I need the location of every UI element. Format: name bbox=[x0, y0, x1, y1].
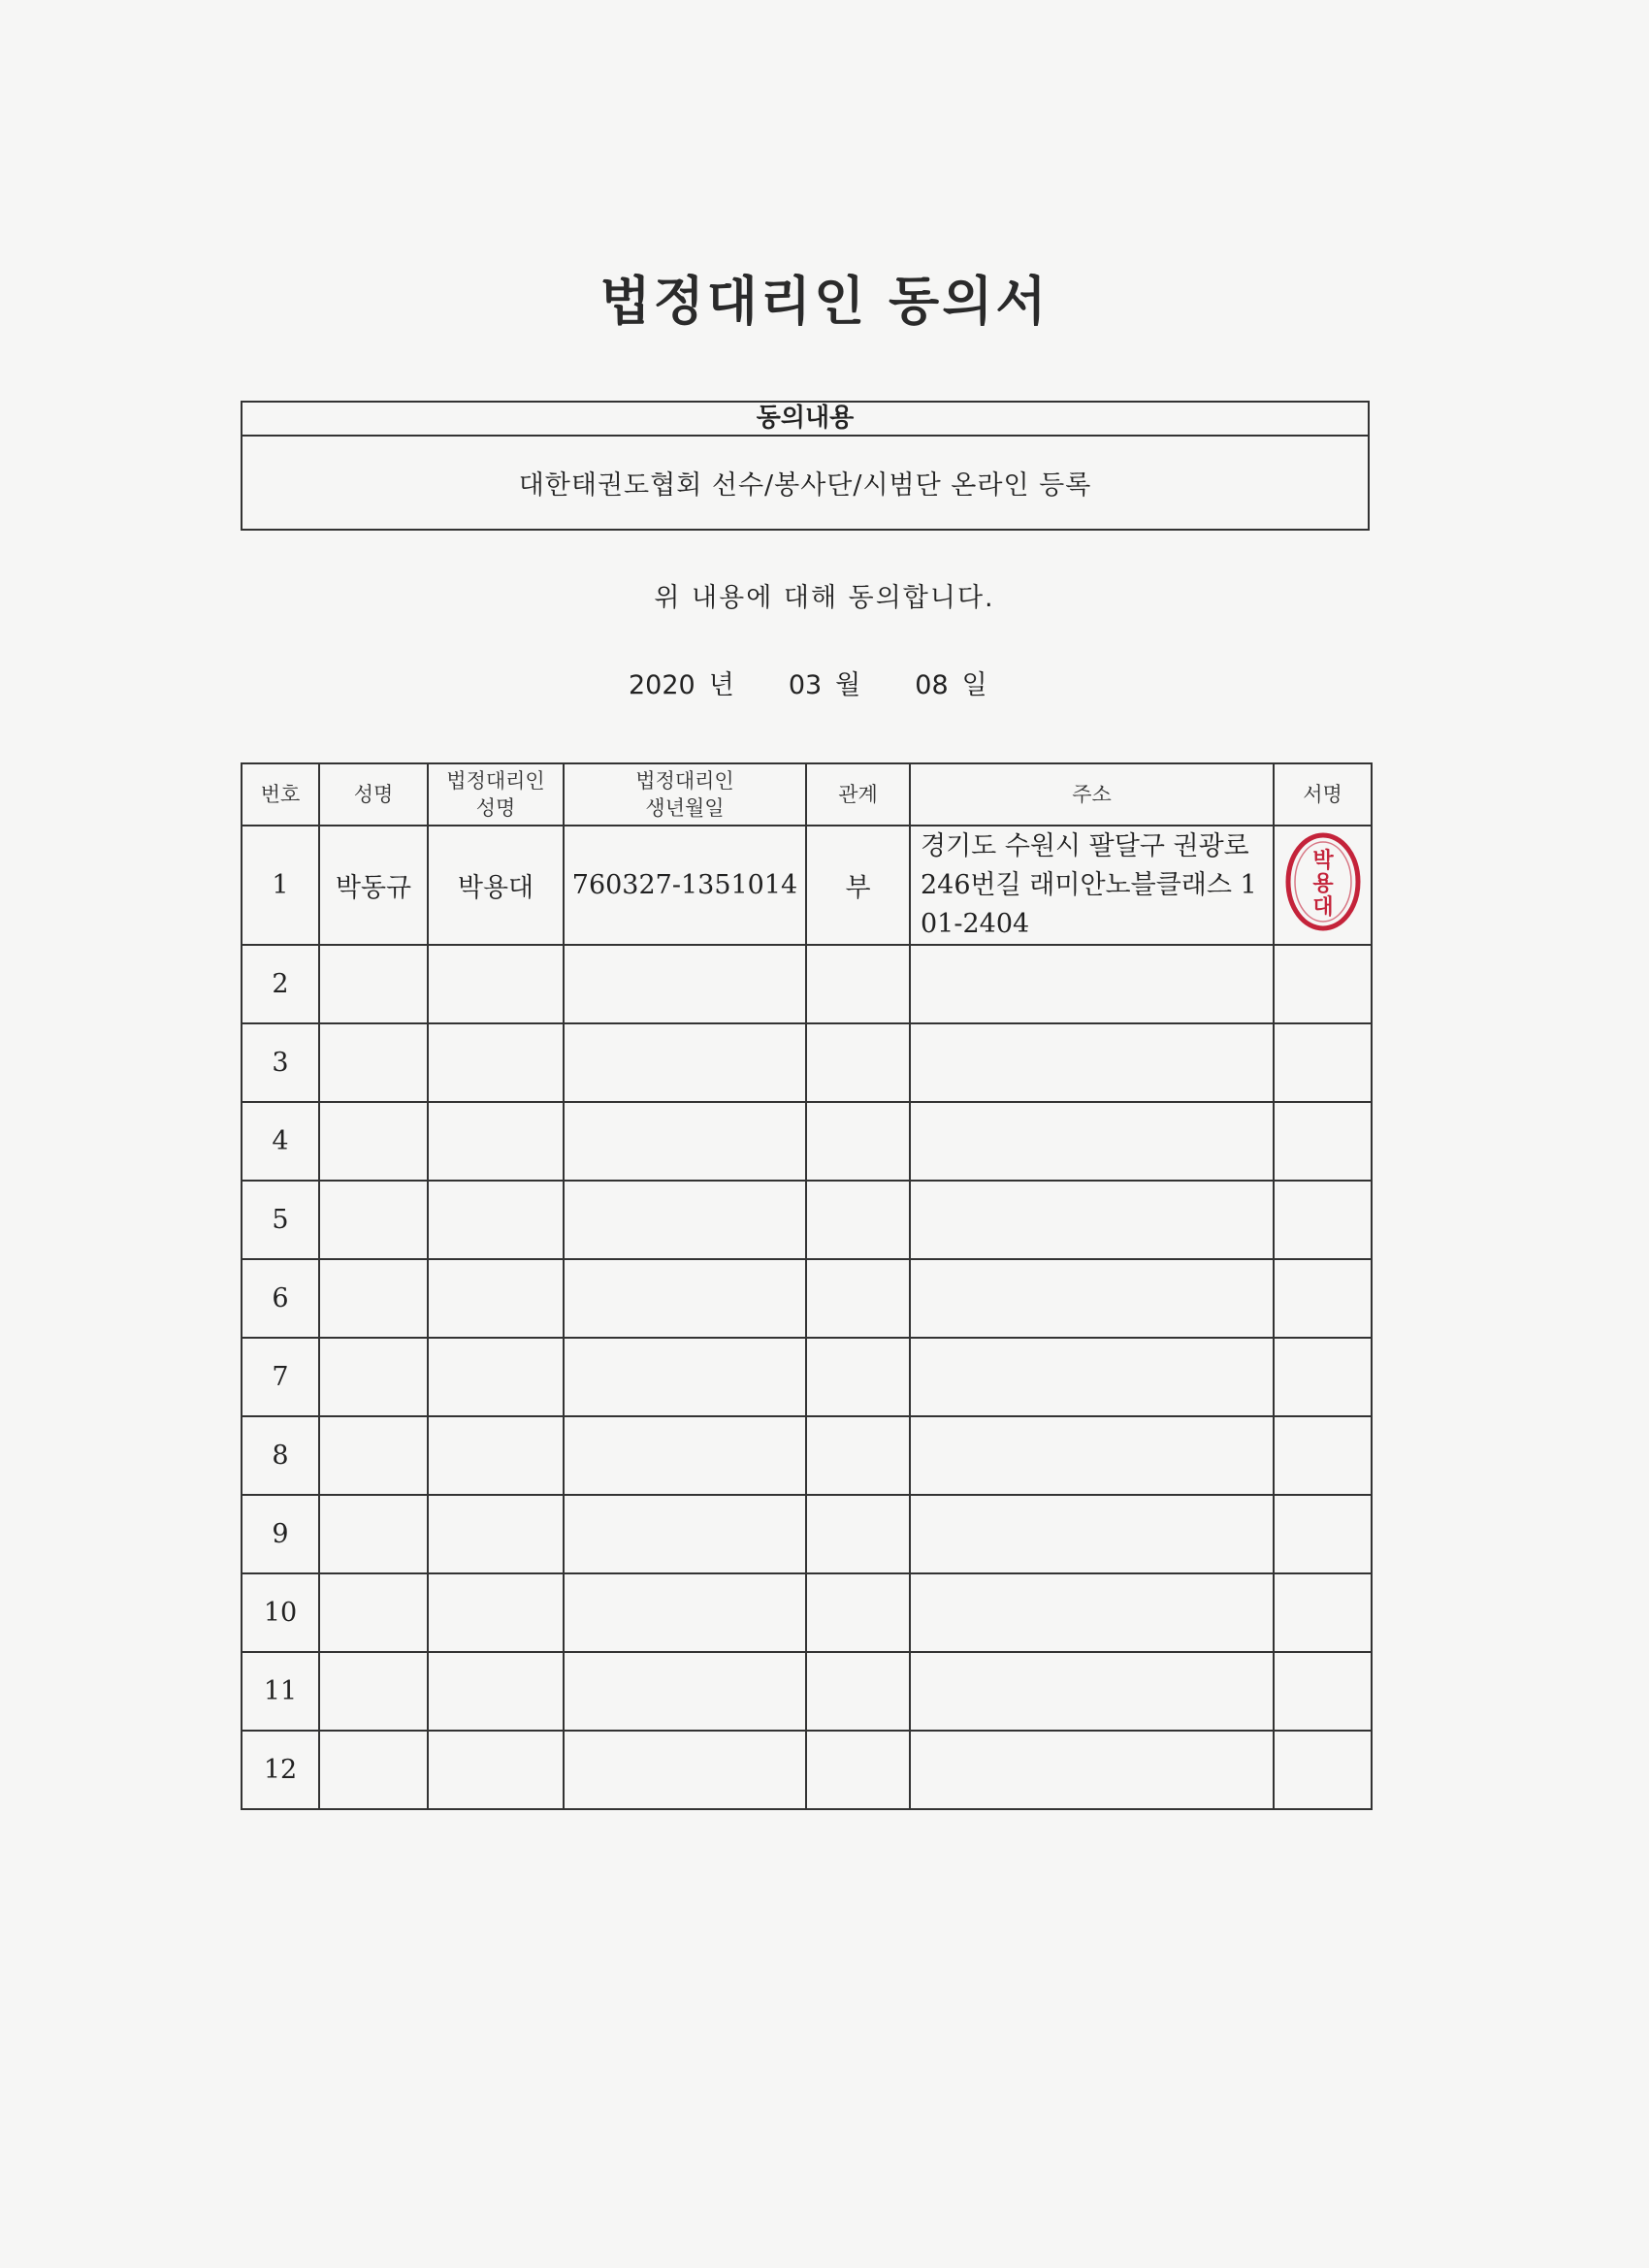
row-address bbox=[910, 1181, 1274, 1259]
date-year: 2020 bbox=[629, 670, 695, 700]
table-row bbox=[242, 1652, 1372, 1731]
row-relation bbox=[806, 1416, 910, 1495]
row-guardian-birth bbox=[564, 1259, 806, 1338]
agreement-statement: 위 내용에 대해 동의합니다. bbox=[654, 583, 995, 613]
row-guardian-birth: 760327-1351014 bbox=[564, 826, 806, 945]
header-guardian-birth-line1: 법정대리인 bbox=[635, 769, 734, 793]
row-signature bbox=[1274, 1023, 1372, 1102]
row-relation bbox=[806, 1338, 910, 1416]
row-address bbox=[910, 1023, 1274, 1102]
row-address: 경기도 수원시 팔달구 권광로 246번길 래미안노블클래스 101-2404 bbox=[910, 826, 1274, 945]
row-guardian-birth bbox=[564, 1652, 806, 1731]
row-guardian-birth bbox=[564, 1416, 806, 1495]
row-relation bbox=[806, 1652, 910, 1731]
row-relation bbox=[806, 1023, 910, 1102]
consent-box bbox=[241, 401, 1370, 531]
row-number: 7 bbox=[242, 1338, 319, 1416]
row-number: 3 bbox=[242, 1023, 319, 1102]
table-row bbox=[242, 1102, 1372, 1181]
row-relation bbox=[806, 1731, 910, 1809]
table-row bbox=[242, 826, 1372, 945]
date-day: 08 bbox=[915, 670, 949, 700]
row-relation bbox=[806, 1259, 910, 1338]
date-line bbox=[629, 664, 987, 701]
date-month-unit: 월 bbox=[835, 670, 861, 700]
table-row bbox=[242, 1181, 1372, 1259]
row-signature bbox=[1274, 1338, 1372, 1416]
row-signature bbox=[1274, 1731, 1372, 1809]
row-guardian-name bbox=[428, 1338, 564, 1416]
row-name bbox=[319, 945, 428, 1023]
row-signature bbox=[1274, 945, 1372, 1023]
header-guardian-birth bbox=[564, 763, 806, 826]
table-row bbox=[242, 945, 1372, 1023]
row-address bbox=[910, 1731, 1274, 1809]
header-address: 주소 bbox=[910, 763, 1274, 826]
row-number: 11 bbox=[242, 1652, 319, 1731]
row-signature bbox=[1274, 826, 1372, 945]
row-address bbox=[910, 1495, 1274, 1573]
table-row bbox=[242, 1495, 1372, 1573]
row-guardian-name bbox=[428, 1259, 564, 1338]
row-number: 6 bbox=[242, 1259, 319, 1338]
header-guardian-name-line1: 법정대리인 bbox=[446, 769, 545, 793]
row-name bbox=[319, 1259, 428, 1338]
row-number: 10 bbox=[242, 1573, 319, 1652]
row-guardian-name bbox=[428, 1023, 564, 1102]
row-guardian-birth bbox=[564, 1181, 806, 1259]
header-name: 성명 bbox=[319, 763, 428, 826]
svg-text:박: 박 bbox=[1311, 848, 1334, 873]
row-guardian-birth bbox=[564, 1495, 806, 1573]
row-signature bbox=[1274, 1495, 1372, 1573]
row-guardian-name bbox=[428, 1652, 564, 1731]
red-seal-icon bbox=[1284, 830, 1362, 933]
row-guardian-name bbox=[428, 1102, 564, 1181]
row-signature bbox=[1274, 1652, 1372, 1731]
header-guardian-name bbox=[428, 763, 564, 826]
row-relation bbox=[806, 945, 910, 1023]
row-name bbox=[319, 1731, 428, 1809]
row-name bbox=[319, 1416, 428, 1495]
svg-text:대: 대 bbox=[1311, 894, 1334, 920]
row-guardian-name bbox=[428, 1573, 564, 1652]
row-number: 9 bbox=[242, 1495, 319, 1573]
row-signature bbox=[1274, 1102, 1372, 1181]
row-signature bbox=[1274, 1573, 1372, 1652]
row-signature bbox=[1274, 1416, 1372, 1495]
row-name bbox=[319, 1573, 428, 1652]
page-title: 법정대리인 동의서 bbox=[599, 271, 1050, 332]
table-row bbox=[242, 1416, 1372, 1495]
row-guardian-name bbox=[428, 1416, 564, 1495]
row-relation bbox=[806, 1181, 910, 1259]
row-name bbox=[319, 1023, 428, 1102]
header-number: 번호 bbox=[242, 763, 319, 826]
table-row bbox=[242, 1573, 1372, 1652]
row-number: 4 bbox=[242, 1102, 319, 1181]
row-relation bbox=[806, 1573, 910, 1652]
header-relation: 관계 bbox=[806, 763, 910, 826]
header-signature: 서명 bbox=[1274, 763, 1372, 826]
row-address bbox=[910, 1573, 1274, 1652]
row-guardian-name: 박용대 bbox=[428, 826, 564, 945]
row-relation: 부 bbox=[806, 826, 910, 945]
date-day-unit: 일 bbox=[961, 670, 987, 700]
date-year-unit: 년 bbox=[708, 670, 734, 700]
consent-content: 대한태권도협회 선수/봉사단/시범단 온라인 등록 bbox=[518, 470, 1092, 501]
row-relation bbox=[806, 1495, 910, 1573]
header-guardian-name-line2: 성명 bbox=[475, 796, 516, 820]
table-row bbox=[242, 1338, 1372, 1416]
row-name bbox=[319, 1652, 428, 1731]
row-name: 박동규 bbox=[319, 826, 428, 945]
row-number: 5 bbox=[242, 1181, 319, 1259]
row-address bbox=[910, 1102, 1274, 1181]
row-guardian-birth bbox=[564, 1102, 806, 1181]
row-name bbox=[319, 1102, 428, 1181]
row-number: 12 bbox=[242, 1731, 319, 1809]
row-signature bbox=[1274, 1181, 1372, 1259]
row-guardian-name bbox=[428, 945, 564, 1023]
row-number: 8 bbox=[242, 1416, 319, 1495]
row-number: 2 bbox=[242, 945, 319, 1023]
row-guardian-birth bbox=[564, 945, 806, 1023]
row-address bbox=[910, 1338, 1274, 1416]
row-guardian-birth bbox=[564, 1573, 806, 1652]
row-signature bbox=[1274, 1259, 1372, 1338]
row-number: 1 bbox=[242, 826, 319, 945]
row-address bbox=[910, 945, 1274, 1023]
header-guardian-birth-line2: 생년월일 bbox=[645, 796, 725, 820]
row-guardian-birth bbox=[564, 1731, 806, 1809]
row-guardian-birth bbox=[564, 1338, 806, 1416]
row-guardian-name bbox=[428, 1495, 564, 1573]
signers-table bbox=[241, 762, 1373, 1810]
row-relation bbox=[806, 1102, 910, 1181]
row-address bbox=[910, 1416, 1274, 1495]
row-address bbox=[910, 1259, 1274, 1338]
table-row bbox=[242, 1731, 1372, 1809]
row-name bbox=[319, 1338, 428, 1416]
row-guardian-birth bbox=[564, 1023, 806, 1102]
consent-header: 동의내용 bbox=[242, 403, 1368, 437]
table-row bbox=[242, 1259, 1372, 1338]
row-guardian-name bbox=[428, 1731, 564, 1809]
row-guardian-name bbox=[428, 1181, 564, 1259]
table-row bbox=[242, 1023, 1372, 1102]
row-address bbox=[910, 1652, 1274, 1731]
row-name bbox=[319, 1495, 428, 1573]
table-header-row bbox=[242, 763, 1372, 826]
svg-text:용: 용 bbox=[1311, 871, 1334, 896]
row-name bbox=[319, 1181, 428, 1259]
date-month: 03 bbox=[788, 670, 823, 700]
